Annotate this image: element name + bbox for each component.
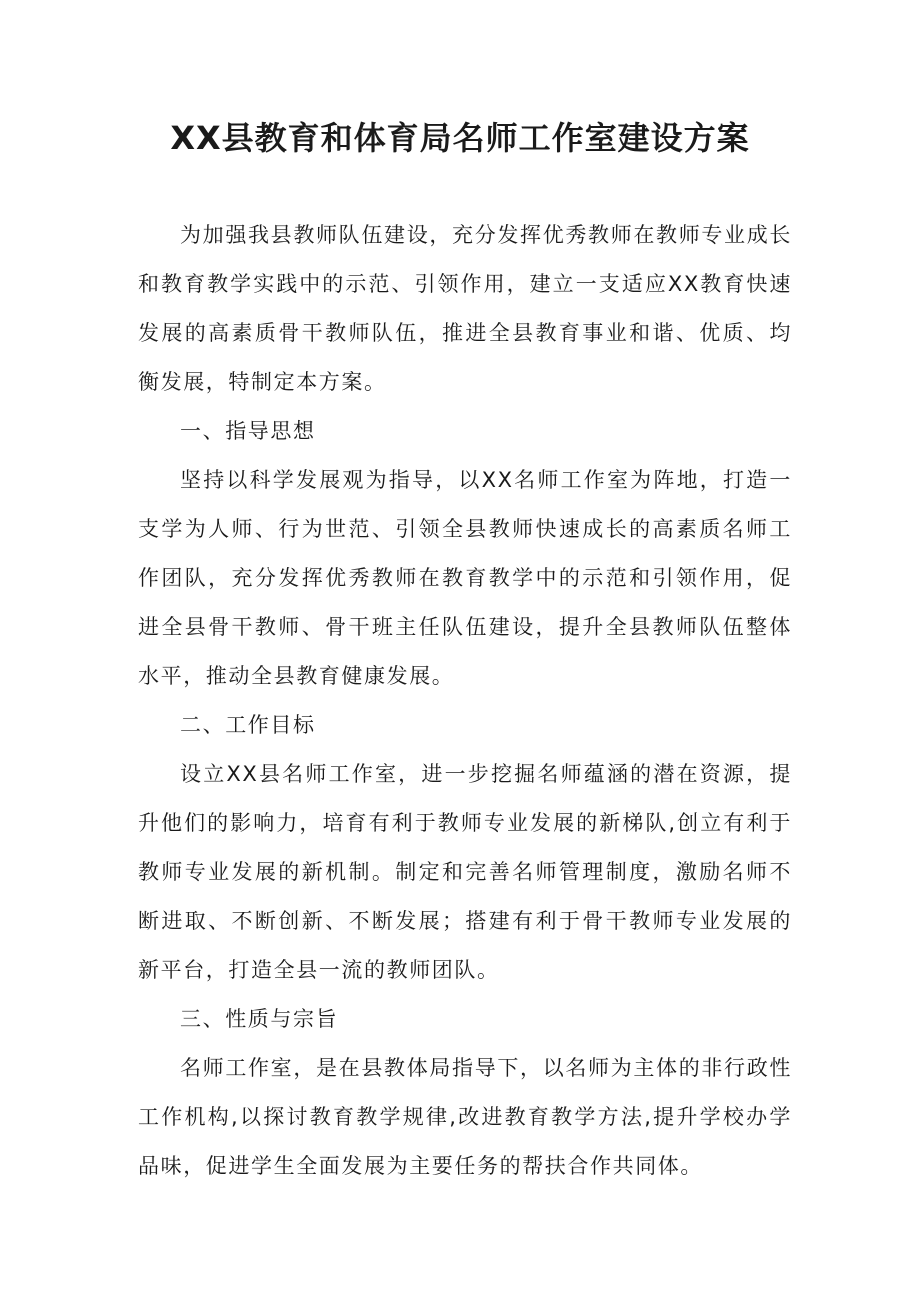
document-body — [138, 211, 792, 1191]
section-body-work-goals: 设立XX县名师工作室，进一步挖掘名师蕴涵的潜在资源，提升他们的影响力，培育有利于教师专业发展的新梯队,创立有利于教师专业发展的新机制。制定和完善名师管理制度，激励名师不断进取、不断创新、不断发展；搭建有利于骨干教师专业发展的新平台，打造全县一流的教师团队。 — [138, 762, 792, 982]
document-title: XX县教育和体育局名师工作室建设方案 — [170, 119, 750, 157]
section-heading-nature-purpose: 三、性质与宗旨 — [180, 1007, 339, 1031]
section-body-guiding-ideology: 坚持以科学发展观为指导，以XX名师工作室为阵地，打造一支学为人师、行为世范、引领全县教师快速成长的高素质名师工作团队，充分发挥优秀教师在教育教学中的示范和引领作用，促进全县骨干教师、骨干班主任队伍建设，提升全县教师队伍整体水平，推动全县教育健康发展。 — [138, 468, 792, 688]
section-body-nature-purpose: 名师工作室，是在县教体局指导下，以名师为主体的非行政性工作机构,以探讨教育教学规律,改进教育教学方法,提升学校办学品味，促进学生全面发展为主要任务的帮扶合作共同体。 — [138, 1056, 792, 1178]
section-heading-guiding-ideology: 一、指导思想 — [180, 419, 316, 443]
intro-paragraph: 为加强我县教师队伍建设，充分发挥优秀教师在教师专业成长和教育教学实践中的示范、引领作用，建立一支适应XX教育快速发展的高素质骨干教师队伍，推进全县教育事业和谐、优质、均衡发展，特制定本方案。 — [138, 223, 792, 394]
section-heading-work-goals: 二、工作目标 — [180, 713, 316, 737]
